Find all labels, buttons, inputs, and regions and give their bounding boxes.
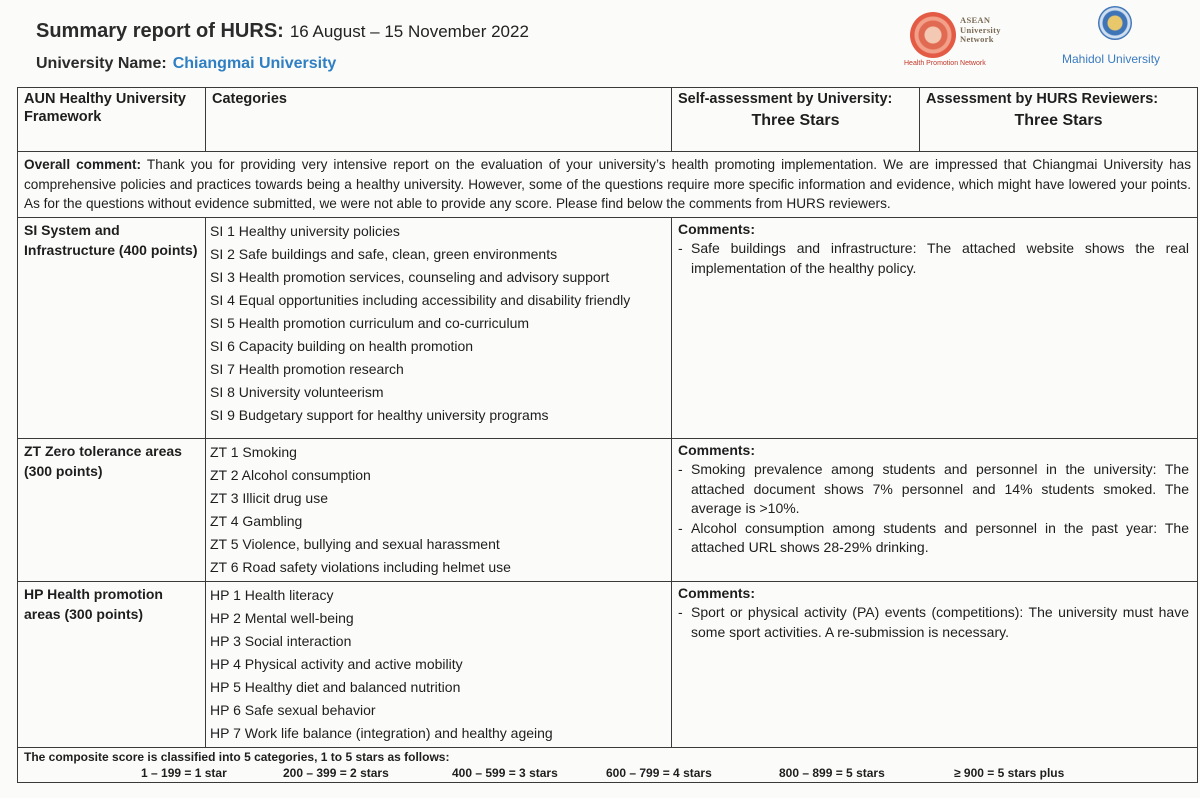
aun-emblem-icon (910, 12, 956, 58)
category-item: SI 7 Health promotion research (210, 360, 404, 377)
aun-hpn-logo (904, 8, 1024, 70)
section-label-cell (18, 438, 206, 581)
category-item: SI 8 University volunteerism (210, 383, 384, 400)
aun-logo-text: ASEAN University Network (960, 15, 1001, 44)
section-row-si (18, 217, 1198, 438)
section-row-zt (18, 438, 1198, 581)
category-item: HP 4 Physical activity and active mobility (210, 655, 463, 672)
mahidol-seal-icon (1098, 6, 1132, 40)
header-reviewer-assessment (920, 88, 1198, 152)
category-item: ZT 2 Alcohol consumption (210, 466, 371, 483)
score-scale-row (18, 747, 1198, 782)
overall-comment-row (18, 152, 1198, 218)
report-title-text: Summary report of HURS: (36, 20, 284, 42)
scale-item: 1 – 199 = 1 star (141, 765, 227, 780)
category-item: HP 5 Healthy diet and balanced nutrition (210, 678, 461, 695)
reviewer-assessment-rating: Three Stars (1014, 112, 1103, 129)
comment-item: - Safe buildings and infrastructure: The attached website shows the real implementation of the healthy policy. (678, 239, 1189, 278)
section-comments-cell (672, 438, 1198, 581)
section-row-hp (18, 581, 1198, 747)
section-comments-cell (672, 581, 1198, 747)
aun-logo-subtitle: Health Promotion Network (904, 60, 986, 67)
scale-item: 800 – 899 = 5 stars (779, 765, 885, 780)
comment-item: - Sport or physical activity (PA) events (competitions): The university must have some sport activities. A re-submission is necessary. (678, 603, 1189, 642)
category-item: SI 2 Safe buildings and safe, clean, green environments (210, 245, 558, 262)
section-comments-cell (672, 217, 1198, 438)
category-item: HP 1 Health literacy (210, 586, 334, 603)
category-item: SI 9 Budgetary support for healthy university programs (210, 406, 549, 423)
scale-item: 400 – 599 = 3 stars (452, 765, 558, 780)
score-scale-title: The composite score is classified into 5 categories, 1 to 5 stars as follows: (24, 749, 450, 764)
scale-item: 200 – 399 = 2 stars (283, 765, 389, 780)
university-label: University Name: (36, 55, 167, 72)
category-item: ZT 1 Smoking (210, 443, 297, 460)
scale-item: ≥ 900 = 5 stars plus (954, 765, 1065, 780)
scale-item: 600 – 799 = 4 stars (606, 765, 712, 780)
header-categories-label: Categories (212, 91, 287, 107)
category-item: SI 3 Health promotion services, counseling and advisory support (210, 268, 610, 285)
category-item: HP 3 Social interaction (210, 632, 352, 649)
category-item: ZT 5 Violence, bullying and sexual harassment (210, 535, 500, 552)
header-reviewer-assessment-label: Assessment by HURS Reviewers: (926, 91, 1159, 107)
header-framework-label: AUN Healthy University Framework (24, 91, 186, 125)
self-assessment-rating: Three Stars (751, 112, 840, 129)
section-items-cell (206, 581, 672, 747)
comments-label: Comments: (678, 584, 756, 601)
university-name: Chiangmai University (172, 55, 337, 72)
category-item: SI 1 Healthy university policies (210, 222, 400, 239)
report-title (36, 20, 529, 43)
category-item: ZT 6 Road safety violations including helmet use (210, 558, 511, 575)
category-item: ZT 3 Illicit drug use (210, 489, 329, 506)
section-label: HP Health promotion areas (300 points) (24, 585, 163, 622)
score-scale (18, 766, 1197, 782)
overall-comment-text: Thank you for providing very intensive report on the evaluation of your university’s health promoting implementation. We are impressed that Chiangmai University has comprehensive policies and practices towards being a healthy university. However, some of the questions require more specific information and evidence, which might have lowered your points. As for the questions without evidence submitted, we were not able to provide any score. Please find below the comments from HURS reviewers. (24, 157, 1192, 211)
header-self-assessment-label: Self-assessment by University: (678, 91, 893, 107)
university-line (36, 55, 336, 73)
header-self-assessment (672, 88, 920, 152)
category-item: SI 4 Equal opportunities including accessibility and disability friendly (210, 291, 631, 308)
mahidol-logo (1060, 4, 1180, 70)
section-items-cell (206, 217, 672, 438)
header-framework (18, 88, 206, 152)
category-item: HP 7 Work life balance (integration) and healthy ageing (210, 724, 553, 741)
comment-item: - Smoking prevalence among students and personnel in the university: The attached document shows 7% personnel and 14% students smoked. The average is >10%. (678, 460, 1189, 519)
section-label-cell (18, 217, 206, 438)
overall-comment-cell (18, 152, 1198, 218)
comments-label: Comments: (678, 441, 756, 458)
section-label: ZT Zero tolerance areas (300 points) (24, 442, 182, 479)
section-items-cell (206, 438, 672, 581)
report-header (0, 0, 1200, 88)
category-item: SI 6 Capacity building on health promotion (210, 337, 474, 354)
report-date-range: 16 August – 15 November 2022 (289, 22, 529, 41)
section-label-cell (18, 581, 206, 747)
header-categories (206, 88, 672, 152)
mahidol-logo-text: Mahidol University (1062, 52, 1161, 66)
section-label: SI System and Infrastructure (400 points) (24, 221, 198, 258)
table-header-row (18, 88, 1198, 152)
comment-item: - Alcohol consumption among students and personnel in the past year: The attached URL shows 28-29% drinking. (678, 519, 1189, 558)
overall-comment-label: Overall comment: (24, 157, 142, 172)
category-item: SI 5 Health promotion curriculum and co-curriculum (210, 314, 530, 331)
comments-label: Comments: (678, 220, 756, 237)
assessment-table (17, 87, 1198, 783)
category-item: HP 2 Mental well-being (210, 609, 354, 626)
score-scale-cell (18, 747, 1198, 782)
category-item: HP 6 Safe sexual behavior (210, 701, 376, 718)
category-item: ZT 4 Gambling (210, 512, 303, 529)
